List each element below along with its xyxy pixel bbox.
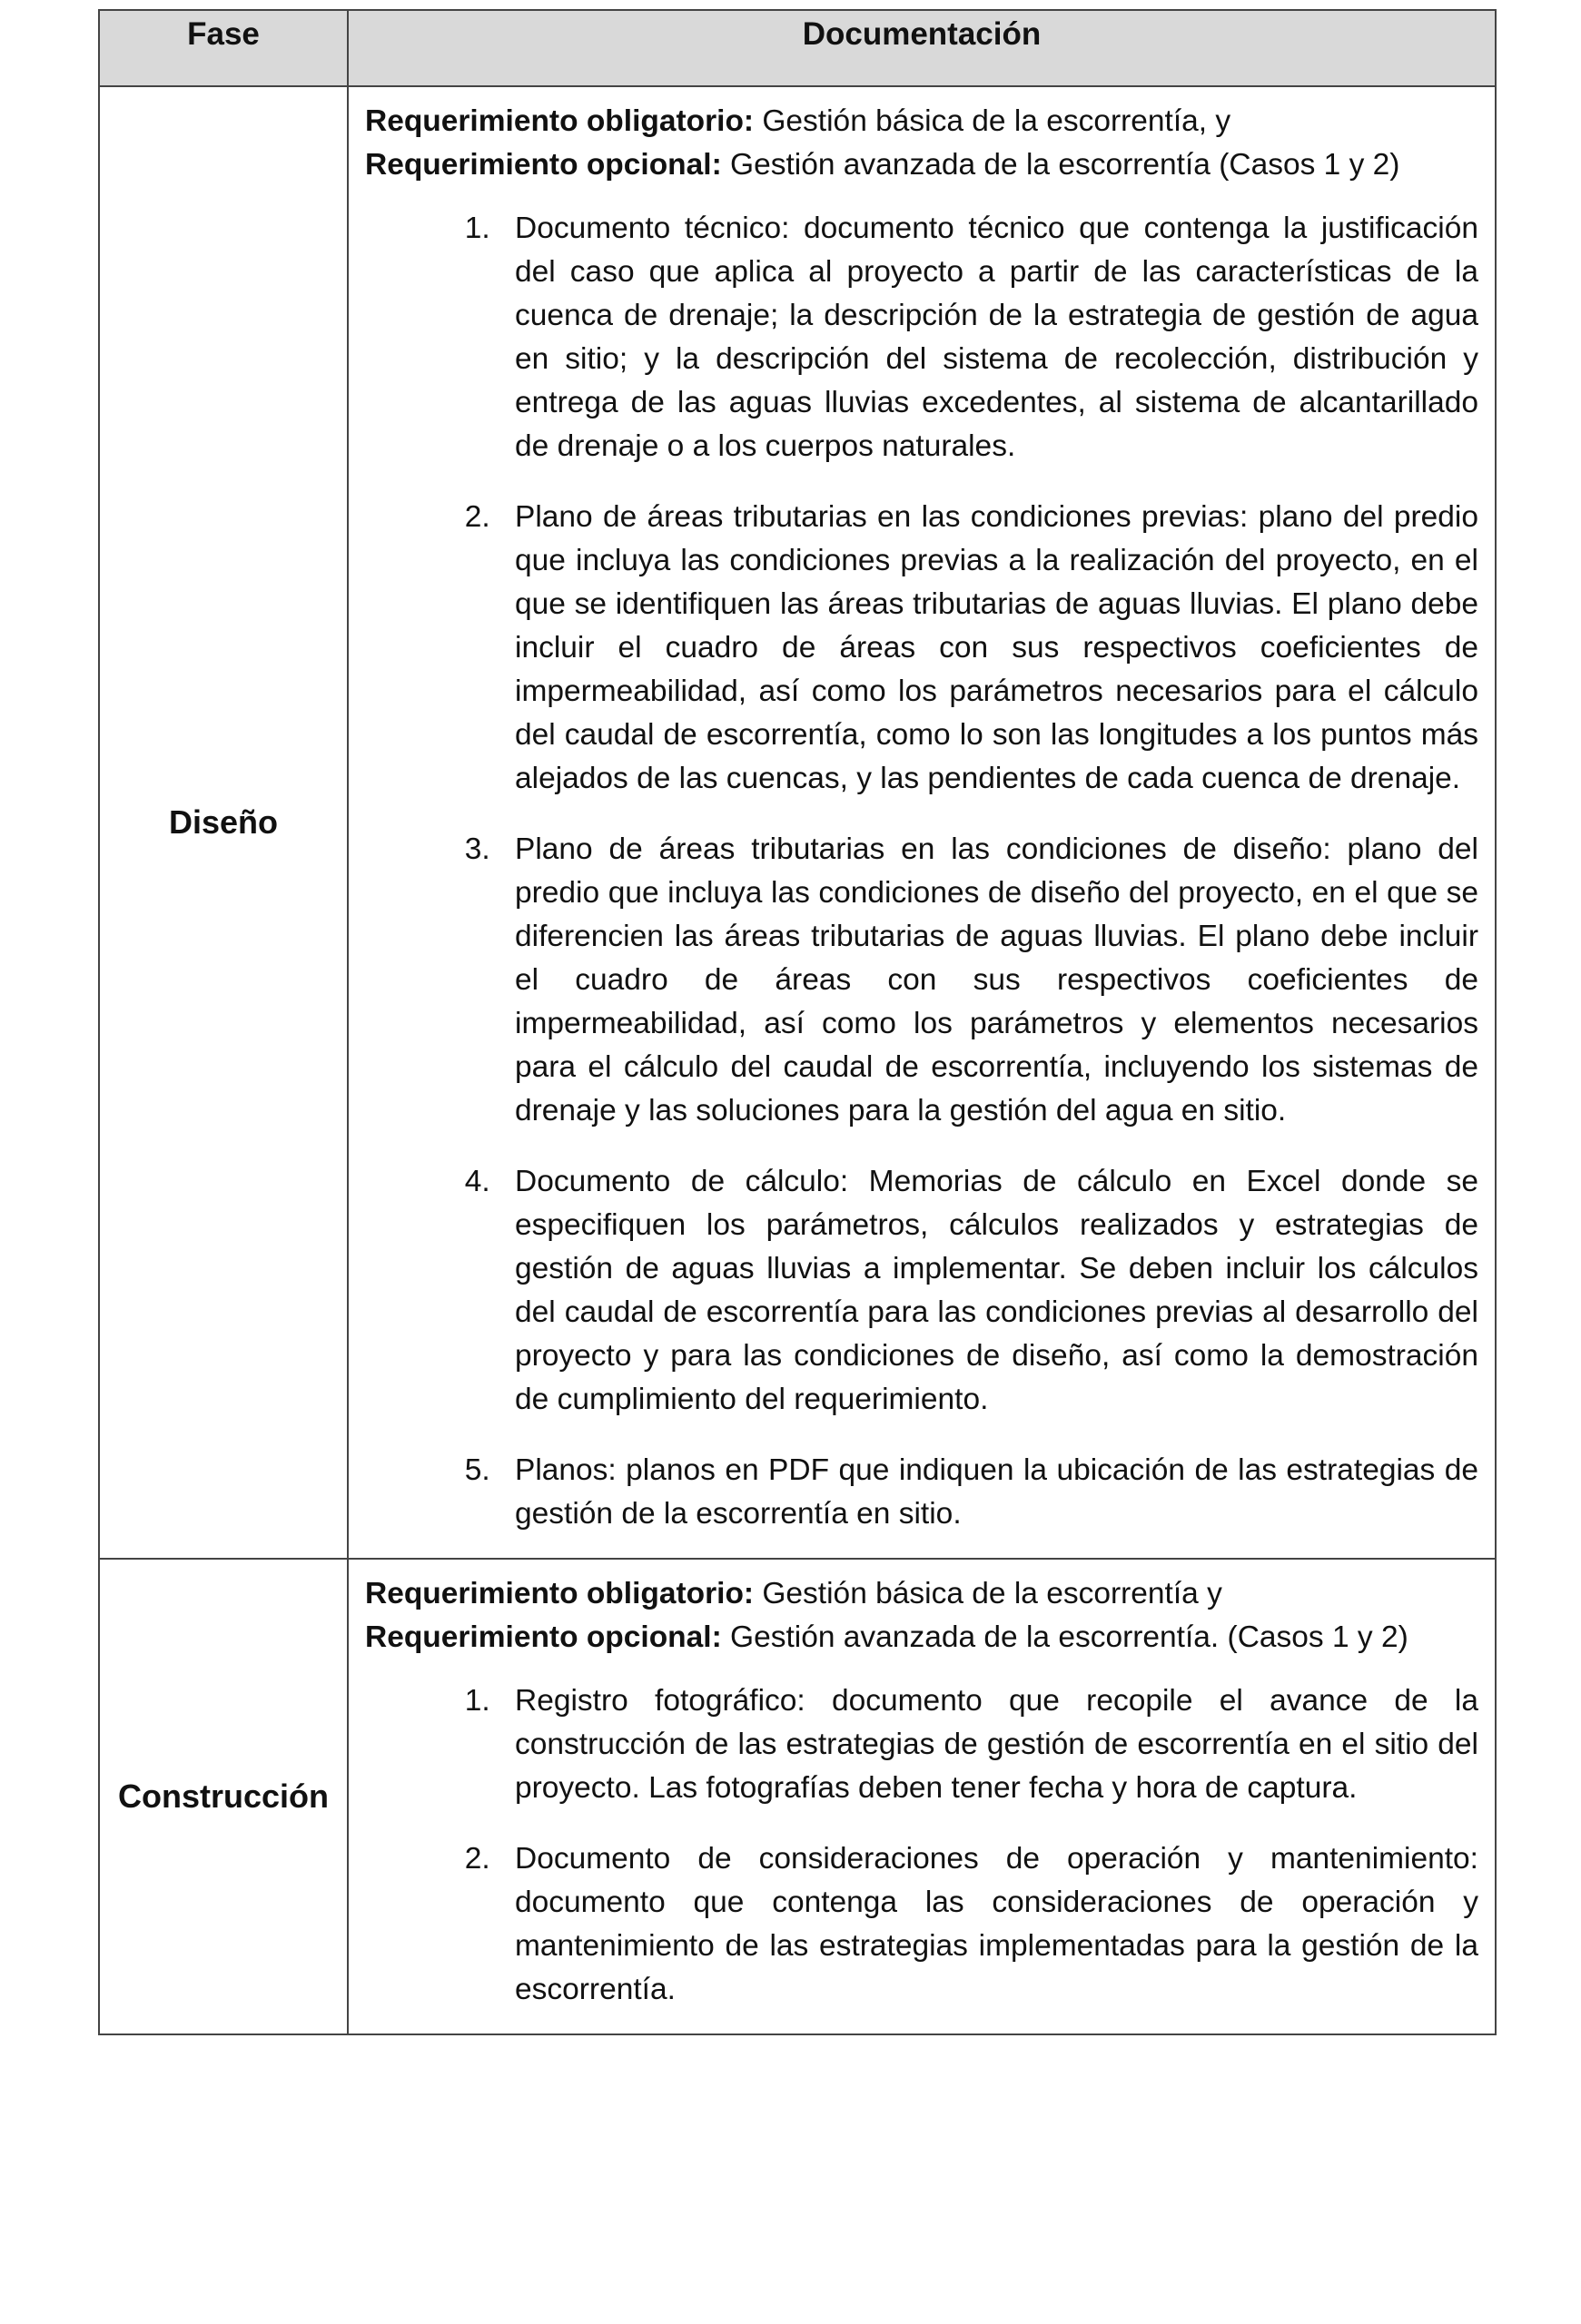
list-item: 4. Documento de cálculo: Memorias de cálculo en Excel donde se especifiquen los parámetros, cálculos realizados y estrategias de gestión de aguas lluvias a implementar. Se deben incluir los cálculos del caudal de escorrentía para las condiciones previas al desarrollo del proyecto y para las condiciones de diseño, así como la demostración de cumplimiento del requerimiento. bbox=[499, 1160, 1478, 1422]
optional-requirement bbox=[365, 1616, 1478, 1659]
list-item: 2. Documento de consideraciones de operación y mantenimiento: documento que contenga las consideraciones de operación y mantenimiento de las estrategias implementadas para la gestión de la escorrentía. bbox=[499, 1837, 1478, 2012]
mandatory-requirement-label: Requerimiento obligatorio: bbox=[365, 104, 755, 138]
phase-cell-construction: Construcción bbox=[99, 1559, 348, 2034]
deliverables-list bbox=[365, 1679, 1478, 2012]
requirements-block bbox=[365, 1572, 1478, 1659]
header-row bbox=[99, 10, 1496, 86]
table-row bbox=[99, 1559, 1496, 2034]
optional-requirement-text: Gestión avanzada de la escorrentía (Casos 1 y 2) bbox=[721, 148, 1400, 182]
header-documentation: Documentación bbox=[348, 10, 1496, 86]
requirements-block bbox=[365, 100, 1478, 187]
documentation-cell-design bbox=[348, 86, 1496, 1559]
list-item: 1. Registro fotográfico: documento que recopile el avance de la construcción de las estrategias de gestión de escorrentía en el sitio del proyecto. Las fotografías deben tener fecha y hora de captura. bbox=[499, 1679, 1478, 1810]
list-item: 1. Documento técnico: documento técnico que contenga la justificación del caso que aplica al proyecto a partir de las características de la cuenca de drenaje; la descripción de la estrategia de gestión de agua en sitio; y la descripción del sistema de recolección, distribución y entrega de las aguas lluvias excedentes, al sistema de alcantarillado de drenaje o a los cuerpos naturales. bbox=[499, 207, 1478, 468]
optional-requirement-text: Gestión avanzada de la escorrentía. (Casos 1 y 2) bbox=[721, 1620, 1408, 1654]
mandatory-requirement-text: Gestión básica de la escorrentía, y bbox=[754, 104, 1231, 138]
documentation-table bbox=[98, 9, 1497, 2035]
mandatory-requirement-label: Requerimiento obligatorio: bbox=[365, 1577, 755, 1610]
header-phase: Fase bbox=[99, 10, 348, 86]
mandatory-requirement-text: Gestión básica de la escorrentía y bbox=[754, 1577, 1222, 1610]
mandatory-requirement bbox=[365, 1572, 1478, 1616]
optional-requirement-label: Requerimiento opcional: bbox=[365, 1620, 722, 1654]
documentation-cell-construction bbox=[348, 1559, 1496, 2034]
table-row bbox=[99, 86, 1496, 1559]
list-item: 3. Plano de áreas tributarias en las condiciones de diseño: plano del predio que incluya las condiciones de diseño del proyecto, en el que se diferencien las áreas tributarias de aguas lluvias. El plano debe incluir el cuadro de áreas con sus respectivos coeficientes de impermeabilidad, así como los parámetros y elementos necesarios para el cálculo del caudal de escorrentía, incluyendo los sistemas de drenaje y las soluciones para la gestión del agua en sitio. bbox=[499, 828, 1478, 1133]
optional-requirement bbox=[365, 143, 1478, 187]
list-item: 5. Planos: planos en PDF que indiquen la ubicación de las estrategias de gestión de la escorrentía en sitio. bbox=[499, 1449, 1478, 1536]
optional-requirement-label: Requerimiento opcional: bbox=[365, 148, 722, 182]
deliverables-list bbox=[365, 207, 1478, 1536]
phase-cell-design: Diseño bbox=[99, 86, 348, 1559]
list-item: 2. Plano de áreas tributarias en las condiciones previas: plano del predio que incluya las condiciones previas a la realización del proyecto, en el que se identifiquen las áreas tributarias de aguas lluvias. El plano debe incluir el cuadro de áreas con sus respectivos coeficientes de impermeabilidad, así como los parámetros necesarios para el cálculo del caudal de escorrentía, como lo son las longitudes a los puntos más alejados de las cuencas, y las pendientes de cada cuenca de drenaje. bbox=[499, 496, 1478, 801]
mandatory-requirement bbox=[365, 100, 1478, 143]
